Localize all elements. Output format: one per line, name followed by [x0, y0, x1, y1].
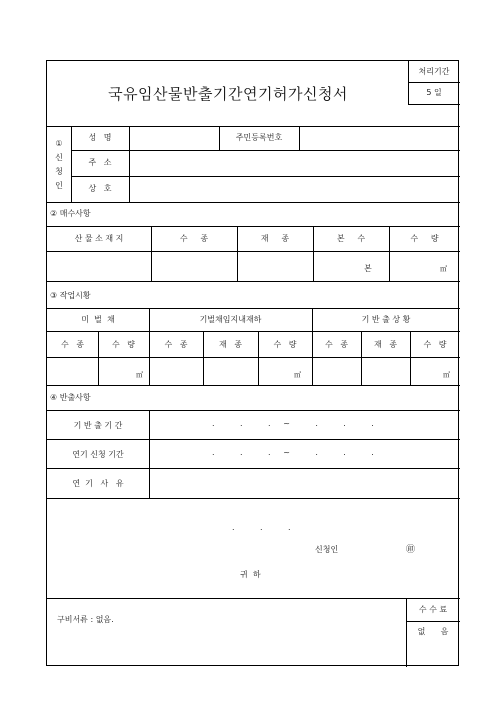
address-field[interactable]: [130, 151, 459, 175]
business-name-field[interactable]: [130, 177, 459, 201]
address-label: 주 소: [88, 158, 112, 167]
purchase-header-species: 수 종: [179, 234, 209, 243]
addressee: 귀 하: [240, 570, 261, 579]
divider: [408, 82, 460, 83]
work-section-label: ③ 작업시황: [50, 291, 91, 300]
work-sub-volume-3: 수 량: [423, 340, 447, 349]
processing-period-value: 5 일: [426, 88, 442, 97]
divider: [47, 410, 460, 411]
removed-species-field[interactable]: [313, 358, 360, 384]
divider: [47, 281, 460, 282]
purchase-header-timber-type: 재 종: [260, 234, 290, 243]
applicant-signature-label: 신청인: [315, 545, 339, 554]
applicant-label-1: ①: [55, 139, 63, 148]
purchase-header-volume: 수 량: [410, 234, 439, 243]
divider: [408, 104, 460, 105]
volume-unit: ㎥: [440, 265, 447, 273]
name-field[interactable]: [130, 127, 218, 149]
resident-id-field[interactable]: [300, 127, 459, 149]
unfelled-species-field[interactable]: [48, 358, 97, 384]
extension-period-label: 연기 신청 기간: [72, 450, 124, 459]
volume-unit: ㎥: [136, 371, 143, 379]
applicant-label-4: 인: [55, 181, 63, 190]
remaining-species-field[interactable]: [150, 358, 202, 384]
work-sub-volume-2: 수 량: [273, 340, 297, 349]
purchase-timber-type-field[interactable]: [238, 252, 312, 280]
work-header-felled-remaining: 기벌채임지내재하: [199, 315, 262, 324]
signature-date[interactable]: . . .: [232, 523, 291, 532]
removal-section-label: ④ 반출사항: [50, 393, 91, 402]
work-header-removed-status: 기 반 출 상 황: [361, 315, 411, 324]
remaining-volume-field[interactable]: [259, 358, 311, 384]
fee-value: 없 음: [417, 627, 449, 636]
business-name-label: 상 호: [88, 184, 112, 193]
divider: [47, 308, 460, 309]
remaining-timber-type-field[interactable]: [204, 358, 257, 384]
purchase-header-location: 산 물 소 재 지: [74, 234, 124, 243]
divider: [406, 621, 460, 622]
work-sub-species-2: 수 종: [164, 340, 188, 349]
purchase-species-field[interactable]: [152, 252, 236, 280]
divider: [47, 226, 460, 227]
applicant-label-2: 신: [55, 153, 63, 162]
work-sub-species-3: 수 종: [324, 340, 349, 349]
divider: [47, 385, 460, 386]
purchase-location-field[interactable]: [48, 252, 150, 280]
work-sub-species-1: 수 종: [60, 340, 85, 349]
extension-period-value[interactable]: . . . ~ . . .: [212, 448, 374, 457]
applicant-label-3: 청: [55, 167, 63, 176]
divider: [47, 202, 460, 203]
resident-id-label: 주민등록번호: [235, 133, 283, 142]
work-header-unfelled: 미 벌 채: [81, 315, 115, 324]
extension-reason-field[interactable]: [150, 469, 459, 497]
purchase-header-count: 본 수: [336, 234, 366, 243]
work-sub-timber-type-3: 재 종: [373, 340, 398, 349]
applicant-signature-field[interactable]: [342, 541, 402, 557]
previous-removal-period-value[interactable]: . . . ~ . . .: [212, 419, 374, 428]
purchase-count-field[interactable]: [314, 252, 388, 280]
name-label: 성 명: [88, 133, 112, 142]
volume-unit: ㎥: [294, 371, 301, 379]
count-unit: 본: [364, 264, 372, 273]
previous-removal-period-label: 기 반 출 기 간: [73, 421, 123, 430]
work-sub-volume-1: 수 량: [111, 340, 136, 349]
work-sub-timber-type-2: 재 종: [218, 340, 243, 349]
form-title: 국유임산물반출기간연기허가신청서: [108, 85, 348, 103]
extension-reason-label: 연 기 사 유: [72, 479, 124, 488]
divider: [47, 498, 460, 499]
required-documents: 구비서류 : 없음.: [57, 615, 114, 624]
divider: [47, 331, 460, 332]
fee-label: 수 수 료: [418, 605, 448, 614]
divider: [47, 439, 460, 440]
seal-mark: ㊞: [406, 545, 416, 555]
processing-period-label: 처리기간: [418, 67, 450, 76]
volume-unit: ㎥: [443, 371, 450, 379]
removed-volume-field[interactable]: [411, 358, 459, 384]
purchase-section-label: ② 매수사항: [50, 209, 91, 218]
application-form: [46, 60, 459, 666]
removed-timber-type-field[interactable]: [362, 358, 409, 384]
purchase-volume-field[interactable]: [390, 252, 459, 280]
divider: [47, 598, 460, 599]
